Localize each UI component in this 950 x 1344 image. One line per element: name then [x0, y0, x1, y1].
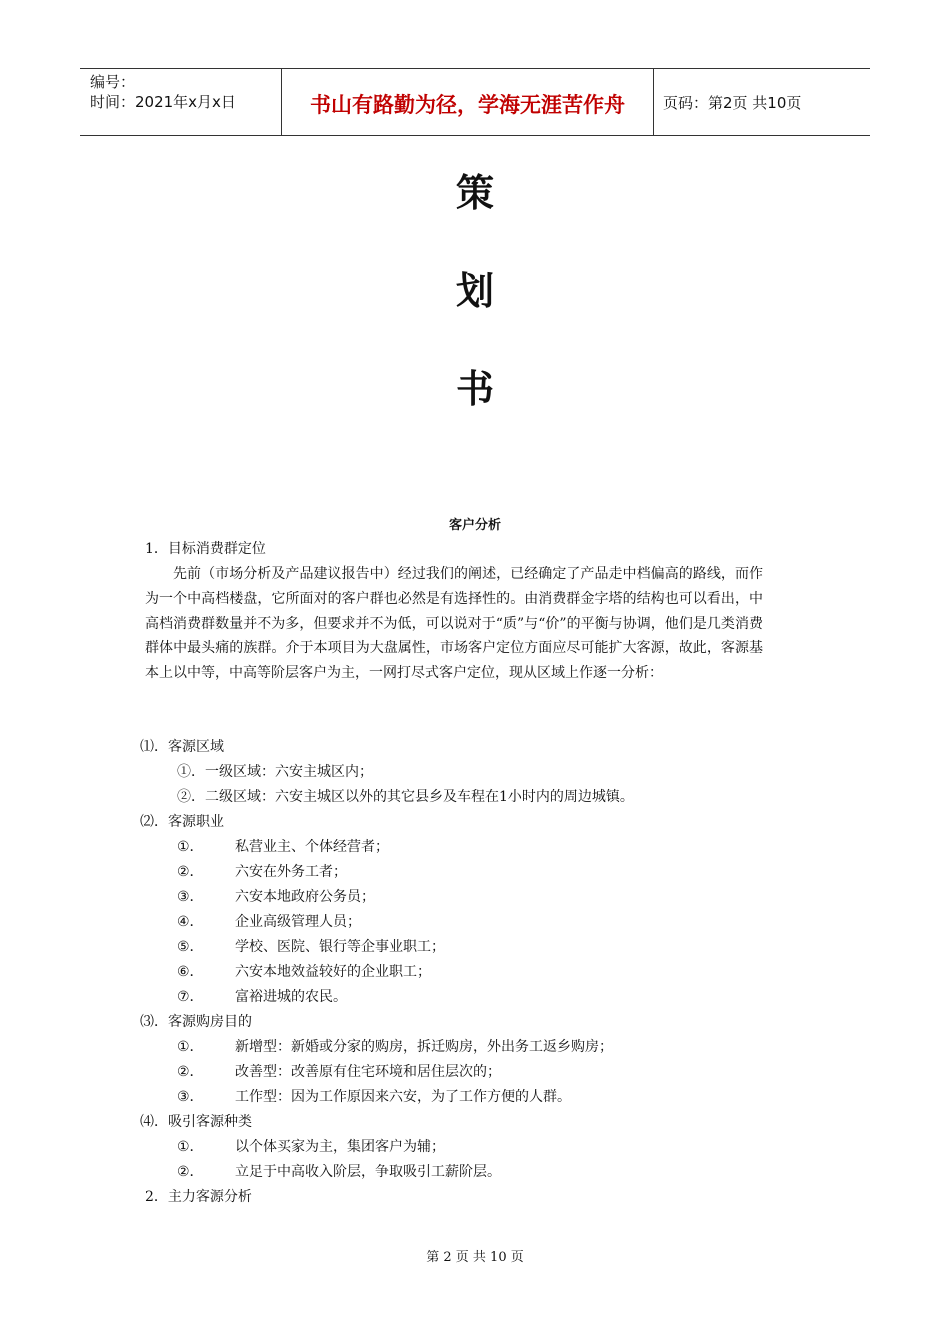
- item-number: ⑥．: [177, 964, 204, 980]
- item-number: ①．: [177, 839, 204, 855]
- serial-label: 编号：: [90, 73, 136, 91]
- item-text: 工作型：因为工作原因来六安，为了工作方便的人群。: [235, 1089, 571, 1105]
- section-1-paragraph: 先前（市场分析及产品建议报告中）经过我们的阐述，已经确定了产品走中档偏高的路线，而作为一个中高档楼盘，它所面对的客户群也必然是有选择性的。由消费群金字塔的结构也可以看出，中高档消费群数量并不为多，但要求并不为低，可以说对于“质”与“价”的平衡与协调，他们是几类消费群体中最头痛的族群。介于本项目为大盘属性，市场客户定位方面应尽可能扩大客源，故此，客源基本上以中等，中高等阶层客户为主，一网打尽式客户定位，现从区域上作逐一分析：: [145, 566, 763, 682]
- item-text: 富裕进城的农民。: [235, 989, 347, 1005]
- list-item: [177, 861, 347, 883]
- section-2-heading: 2．主力客源分析: [145, 1189, 252, 1205]
- item-number: ②．: [177, 864, 204, 880]
- list-item: [177, 836, 389, 858]
- list-item: [177, 936, 445, 958]
- item-text: 六安在外务工者；: [235, 864, 347, 880]
- item-number: ①．: [177, 1139, 204, 1155]
- list-item: [177, 986, 347, 1008]
- area-heading: ⑴．客源区域: [140, 739, 224, 755]
- item-number: ④．: [177, 914, 204, 930]
- item-text: 以个体买家为主，集团客户为辅；: [235, 1139, 445, 1155]
- item-number: ②．: [177, 1064, 204, 1080]
- list-item: [177, 1061, 501, 1083]
- list-item: [177, 1136, 445, 1158]
- header-left-cell: [80, 69, 281, 135]
- item-text: 六安本地政府公务员；: [235, 889, 375, 905]
- list-item: ①．一级区域：六安主城区内；: [177, 764, 373, 780]
- title-char-1: 策: [455, 171, 494, 215]
- page-header: [80, 68, 870, 136]
- item-number: ①．: [177, 1039, 204, 1055]
- section-1-heading: 1．目标消费群定位: [145, 541, 266, 557]
- item-number: ②．: [177, 1164, 204, 1180]
- item-text: 私营业主、个体经营者；: [235, 839, 389, 855]
- purpose-heading: ⑶．客源购房目的: [140, 1014, 252, 1030]
- item-text: 企业高级管理人员；: [235, 914, 361, 930]
- list-item: [177, 961, 431, 983]
- time-label: 时间：2021年x月x日: [90, 93, 236, 111]
- job-heading: ⑵．客源职业: [140, 814, 224, 830]
- list-item: [177, 1036, 613, 1058]
- item-text: 新增型：新婚或分家的购房，拆迁购房，外出务工返乡购房；: [235, 1039, 613, 1055]
- item-number: ③．: [177, 889, 204, 905]
- header-page-info: 页码：第2页 共10页: [663, 93, 802, 112]
- item-number: ③．: [177, 1089, 204, 1105]
- page-footer: 第 2 页 共 10 页: [426, 1250, 524, 1265]
- item-number: ⑦．: [177, 989, 204, 1005]
- title-char-3: 书: [455, 367, 494, 411]
- item-number: ⑤．: [177, 939, 204, 955]
- list-item: [177, 886, 375, 908]
- section-title: 客户分析: [448, 518, 501, 533]
- header-motto: 书山有路勤为径，学海无涯苦作舟: [281, 69, 654, 135]
- list-item: [177, 911, 361, 933]
- item-text: 立足于中高收入阶层，争取吸引工薪阶层。: [235, 1164, 501, 1180]
- list-item: ②．二级区域：六安主城区以外的其它县乡及车程在1小时内的周边城镇。: [177, 789, 634, 805]
- list-item: [177, 1161, 501, 1183]
- item-text: 改善型：改善原有住宅环境和居住层次的；: [235, 1064, 501, 1080]
- title-char-2: 划: [455, 269, 494, 313]
- item-text: 学校、医院、银行等企事业职工；: [235, 939, 445, 955]
- list-item: [177, 1086, 571, 1108]
- attract-heading: ⑷．吸引客源种类: [140, 1114, 252, 1130]
- item-text: 六安本地效益较好的企业职工；: [235, 964, 431, 980]
